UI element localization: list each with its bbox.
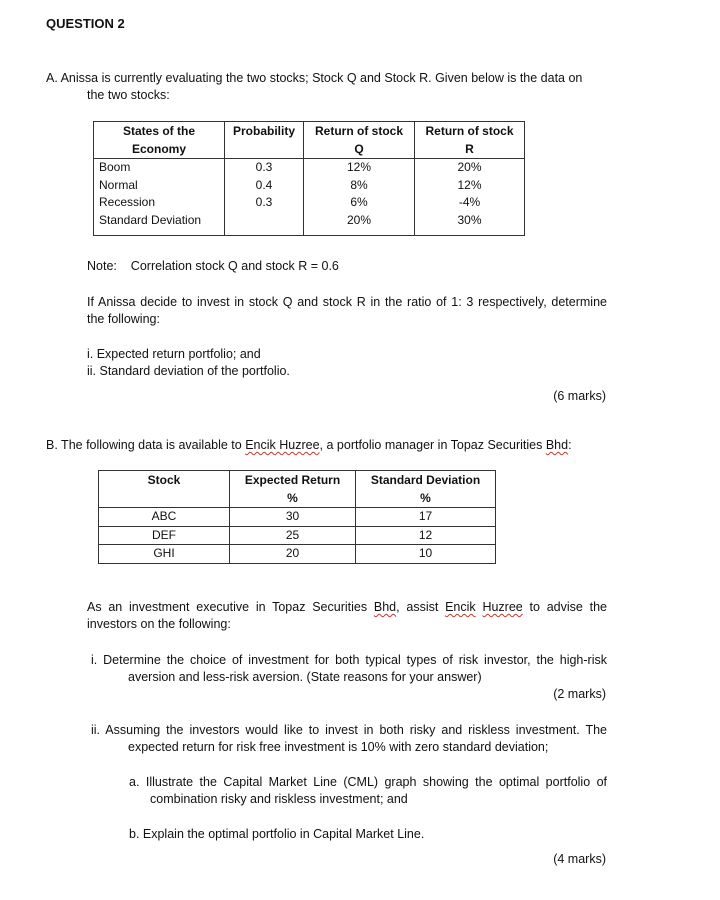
table-row <box>99 508 496 527</box>
cell-probability <box>225 212 304 236</box>
part-a-marks: (6 marks) <box>553 389 606 403</box>
part-b-intro-end: : <box>568 438 572 452</box>
stock-returns-table <box>93 121 525 236</box>
cell-return-r: 20% <box>415 159 525 177</box>
note-text: Correlation stock Q and stock R = 0.6 <box>130 259 339 273</box>
part-b-item-a-line1: a. Illustrate the Capital Market Line (CML) graph showing the optimal portfolio of <box>129 775 607 789</box>
advise-text: , assist <box>396 600 446 614</box>
header-return-r-line1: Return of stock <box>425 124 514 138</box>
table-row <box>99 545 496 564</box>
advise-text: to advise the <box>522 600 607 614</box>
cell-return-r: 12% <box>415 177 525 195</box>
table-header-row <box>94 122 525 159</box>
part-b-item-ii-line2: expected return for risk free investment is 10% with zero standard deviation; <box>128 740 549 754</box>
cell-probability: 0.3 <box>225 194 304 212</box>
header-expected-return-line2: % <box>287 491 298 505</box>
advise-text: As an investment executive in Topaz Securities <box>87 600 374 614</box>
part-b-item-i-line1: i. Determine the choice of investment for both typical types of risk investor, the high-risk <box>91 653 607 667</box>
header-std-dev-line2: % <box>420 491 431 505</box>
part-b-item-b: b. Explain the optimal portfolio in Capital Market Line. <box>129 827 425 841</box>
question-title: QUESTION 2 <box>46 16 125 31</box>
header-states-line1: States of the <box>122 124 195 138</box>
table-row <box>94 159 525 177</box>
part-b-advise <box>87 599 607 633</box>
part-b-advise-line1 <box>87 599 607 616</box>
part-b-item-ii-line1: ii. Assuming the investors would like to invest in both risky and riskless investment. The <box>91 723 607 737</box>
part-b-advise-line2: investors on the following: <box>87 617 231 631</box>
header-return-q-line1: Return of stock <box>314 124 403 138</box>
part-a-item-i: i. Expected return portfolio; and <box>87 347 261 361</box>
encik-huzree-name: Encik Huzree <box>245 438 320 452</box>
cell-expected-return: 30 <box>230 508 356 527</box>
header-stock-line1: Stock <box>147 473 181 487</box>
cell-return-q: 20% <box>304 212 415 236</box>
header-return-r <box>415 122 525 159</box>
table-row <box>94 212 525 236</box>
header-expected-return-line1: Expected Return <box>244 473 341 487</box>
part-b-item-i <box>91 652 607 686</box>
table-row <box>94 177 525 195</box>
part-a-task-line2: the following: <box>87 312 160 326</box>
cell-std-dev: 12 <box>356 526 496 545</box>
cell-probability: 0.4 <box>225 177 304 195</box>
header-std-dev-line1: Standard Deviation <box>370 473 481 487</box>
cell-stock: ABC <box>99 508 230 527</box>
cell-return-q: 12% <box>304 159 415 177</box>
cell-stock: DEF <box>99 526 230 545</box>
part-b-item-ii <box>91 722 607 756</box>
table-row <box>99 526 496 545</box>
cell-expected-return: 25 <box>230 526 356 545</box>
cell-stock: GHI <box>99 545 230 564</box>
part-b-marks: (4 marks) <box>553 852 606 866</box>
note-label: Note: <box>87 259 117 273</box>
header-probability-line1: Probability <box>232 124 295 138</box>
part-b-item-i-marks: (2 marks) <box>553 687 606 701</box>
part-b-intro-text: , a portfolio manager in Topaz Securities <box>319 438 546 452</box>
cell-return-q: 6% <box>304 194 415 212</box>
bhd-word: Bhd <box>545 438 569 452</box>
header-states-line2: Economy <box>131 142 186 156</box>
cell-state: Boom <box>94 159 225 177</box>
part-a-intro <box>46 70 626 104</box>
cell-return-r: -4% <box>415 194 525 212</box>
header-states <box>94 122 225 159</box>
header-stock <box>99 471 230 508</box>
cell-return-q: 8% <box>304 177 415 195</box>
part-a-intro-line2: the two stocks: <box>87 88 170 102</box>
cell-probability: 0.3 <box>225 159 304 177</box>
part-b-intro <box>46 437 626 454</box>
cell-state: Recession <box>94 194 225 212</box>
header-return-q-line2: Q <box>354 142 364 156</box>
cell-state: Standard Deviation <box>94 212 225 236</box>
part-b-item-a-line2: combination risky and riskless investment; and <box>150 792 408 806</box>
part-a-items <box>87 346 290 380</box>
header-return-q <box>304 122 415 159</box>
huzree-word: Huzree <box>482 600 523 614</box>
header-return-r-line2: R <box>465 142 474 156</box>
header-probability <box>225 122 304 159</box>
cell-expected-return: 20 <box>230 545 356 564</box>
note <box>87 258 339 275</box>
cell-std-dev: 17 <box>356 508 496 527</box>
cell-return-r: 30% <box>415 212 525 236</box>
header-std-dev <box>356 471 496 508</box>
table-row <box>94 194 525 212</box>
cell-state: Normal <box>94 177 225 195</box>
encik-word: Encik <box>445 600 476 614</box>
part-a-task <box>87 294 607 328</box>
part-b-item-a <box>129 774 607 808</box>
part-a-task-line1: If Anissa decide to invest in stock Q and stock R in the ratio of 1: 3 respectively, determine <box>87 295 607 309</box>
part-b-intro-text: B. The following data is available to <box>46 438 246 452</box>
portfolio-stock-table <box>98 470 496 564</box>
part-a-item-ii: ii. Standard deviation of the portfolio. <box>87 364 290 378</box>
part-b-item-i-line2: aversion and less-risk aversion. (State reasons for your answer) <box>128 670 482 684</box>
part-a-intro-line1: A. Anissa is currently evaluating the two stocks; Stock Q and Stock R. Given below is the data on <box>46 71 583 85</box>
header-expected-return <box>230 471 356 508</box>
bhd-word: Bhd <box>373 600 397 614</box>
table-header-row <box>99 471 496 508</box>
cell-std-dev: 10 <box>356 545 496 564</box>
